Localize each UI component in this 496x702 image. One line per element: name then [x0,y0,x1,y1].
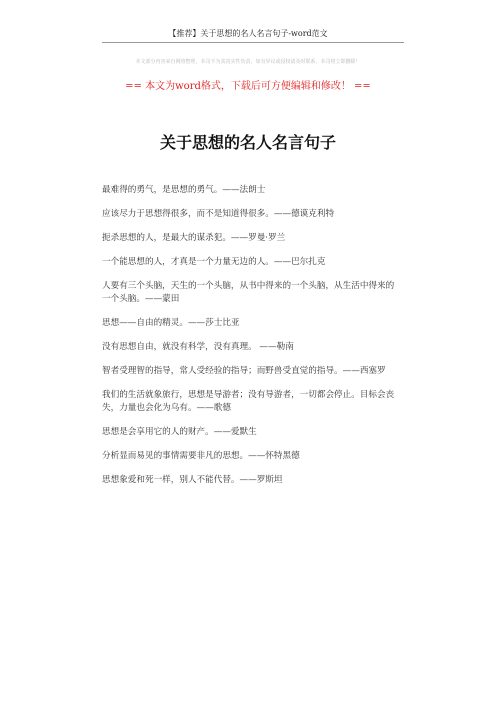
editable-notice: == 本文为word格式，下载后可方便编辑和修改！ == [125,81,371,92]
quote-item: 一个能思想的人，才真是一个力量无边的人。——巴尔扎克 [102,257,326,267]
quote-item: 思想象爱和死一样，别人不能代替。——罗斯坦 [102,475,283,485]
quote-item: 应该尽力于思想得很多，而不是知道得很多。——德谟克利特 [102,209,335,219]
quote-item: 最难得的勇气，是思想的勇气。——法朗士 [102,185,266,195]
quote-list [102,184,402,498]
quote-item: 没有思想自由，就没有科学，没有真理。 ——勒南 [102,342,294,352]
quote-item: 思想——自由的精灵。——莎士比亚 [102,318,240,328]
quote-item: 思想是会享用它的人的财产。——爱默生 [102,427,257,437]
page-header-title: 【推荐】关于思想的名人名言句子-word范文 [168,29,328,38]
quote-item: 智者受理智的指导，常人受经验的指导；而野兽受直觉的指导。——西塞罗 [102,366,386,376]
document-title: 关于思想的名人名言句子 [159,133,336,152]
quote-item: 我们的生活就象旅行，思想是导游者；没有导游者，一切都会停止。目标会丧失，力量也会化为乌有。——歌德 [102,390,395,413]
quote-item: 扼杀思想的人，是最大的谋杀犯。——罗曼·罗兰 [102,233,286,243]
quote-item: 人要有三个头脑，天生的一个头脑，从书中得来的一个头脑，从生活中得来的一个头脑。——蒙田 [102,281,395,304]
disclaimer-text: 本文部分内容来自网络整理，本司不为其真实性负责，如有异议或侵权请及时联系，本司将立即删除！ [135,59,361,65]
quote-item: 分析显而易见的事情需要非凡的思想。——怀特黑德 [102,451,300,461]
header-divider [102,42,404,43]
